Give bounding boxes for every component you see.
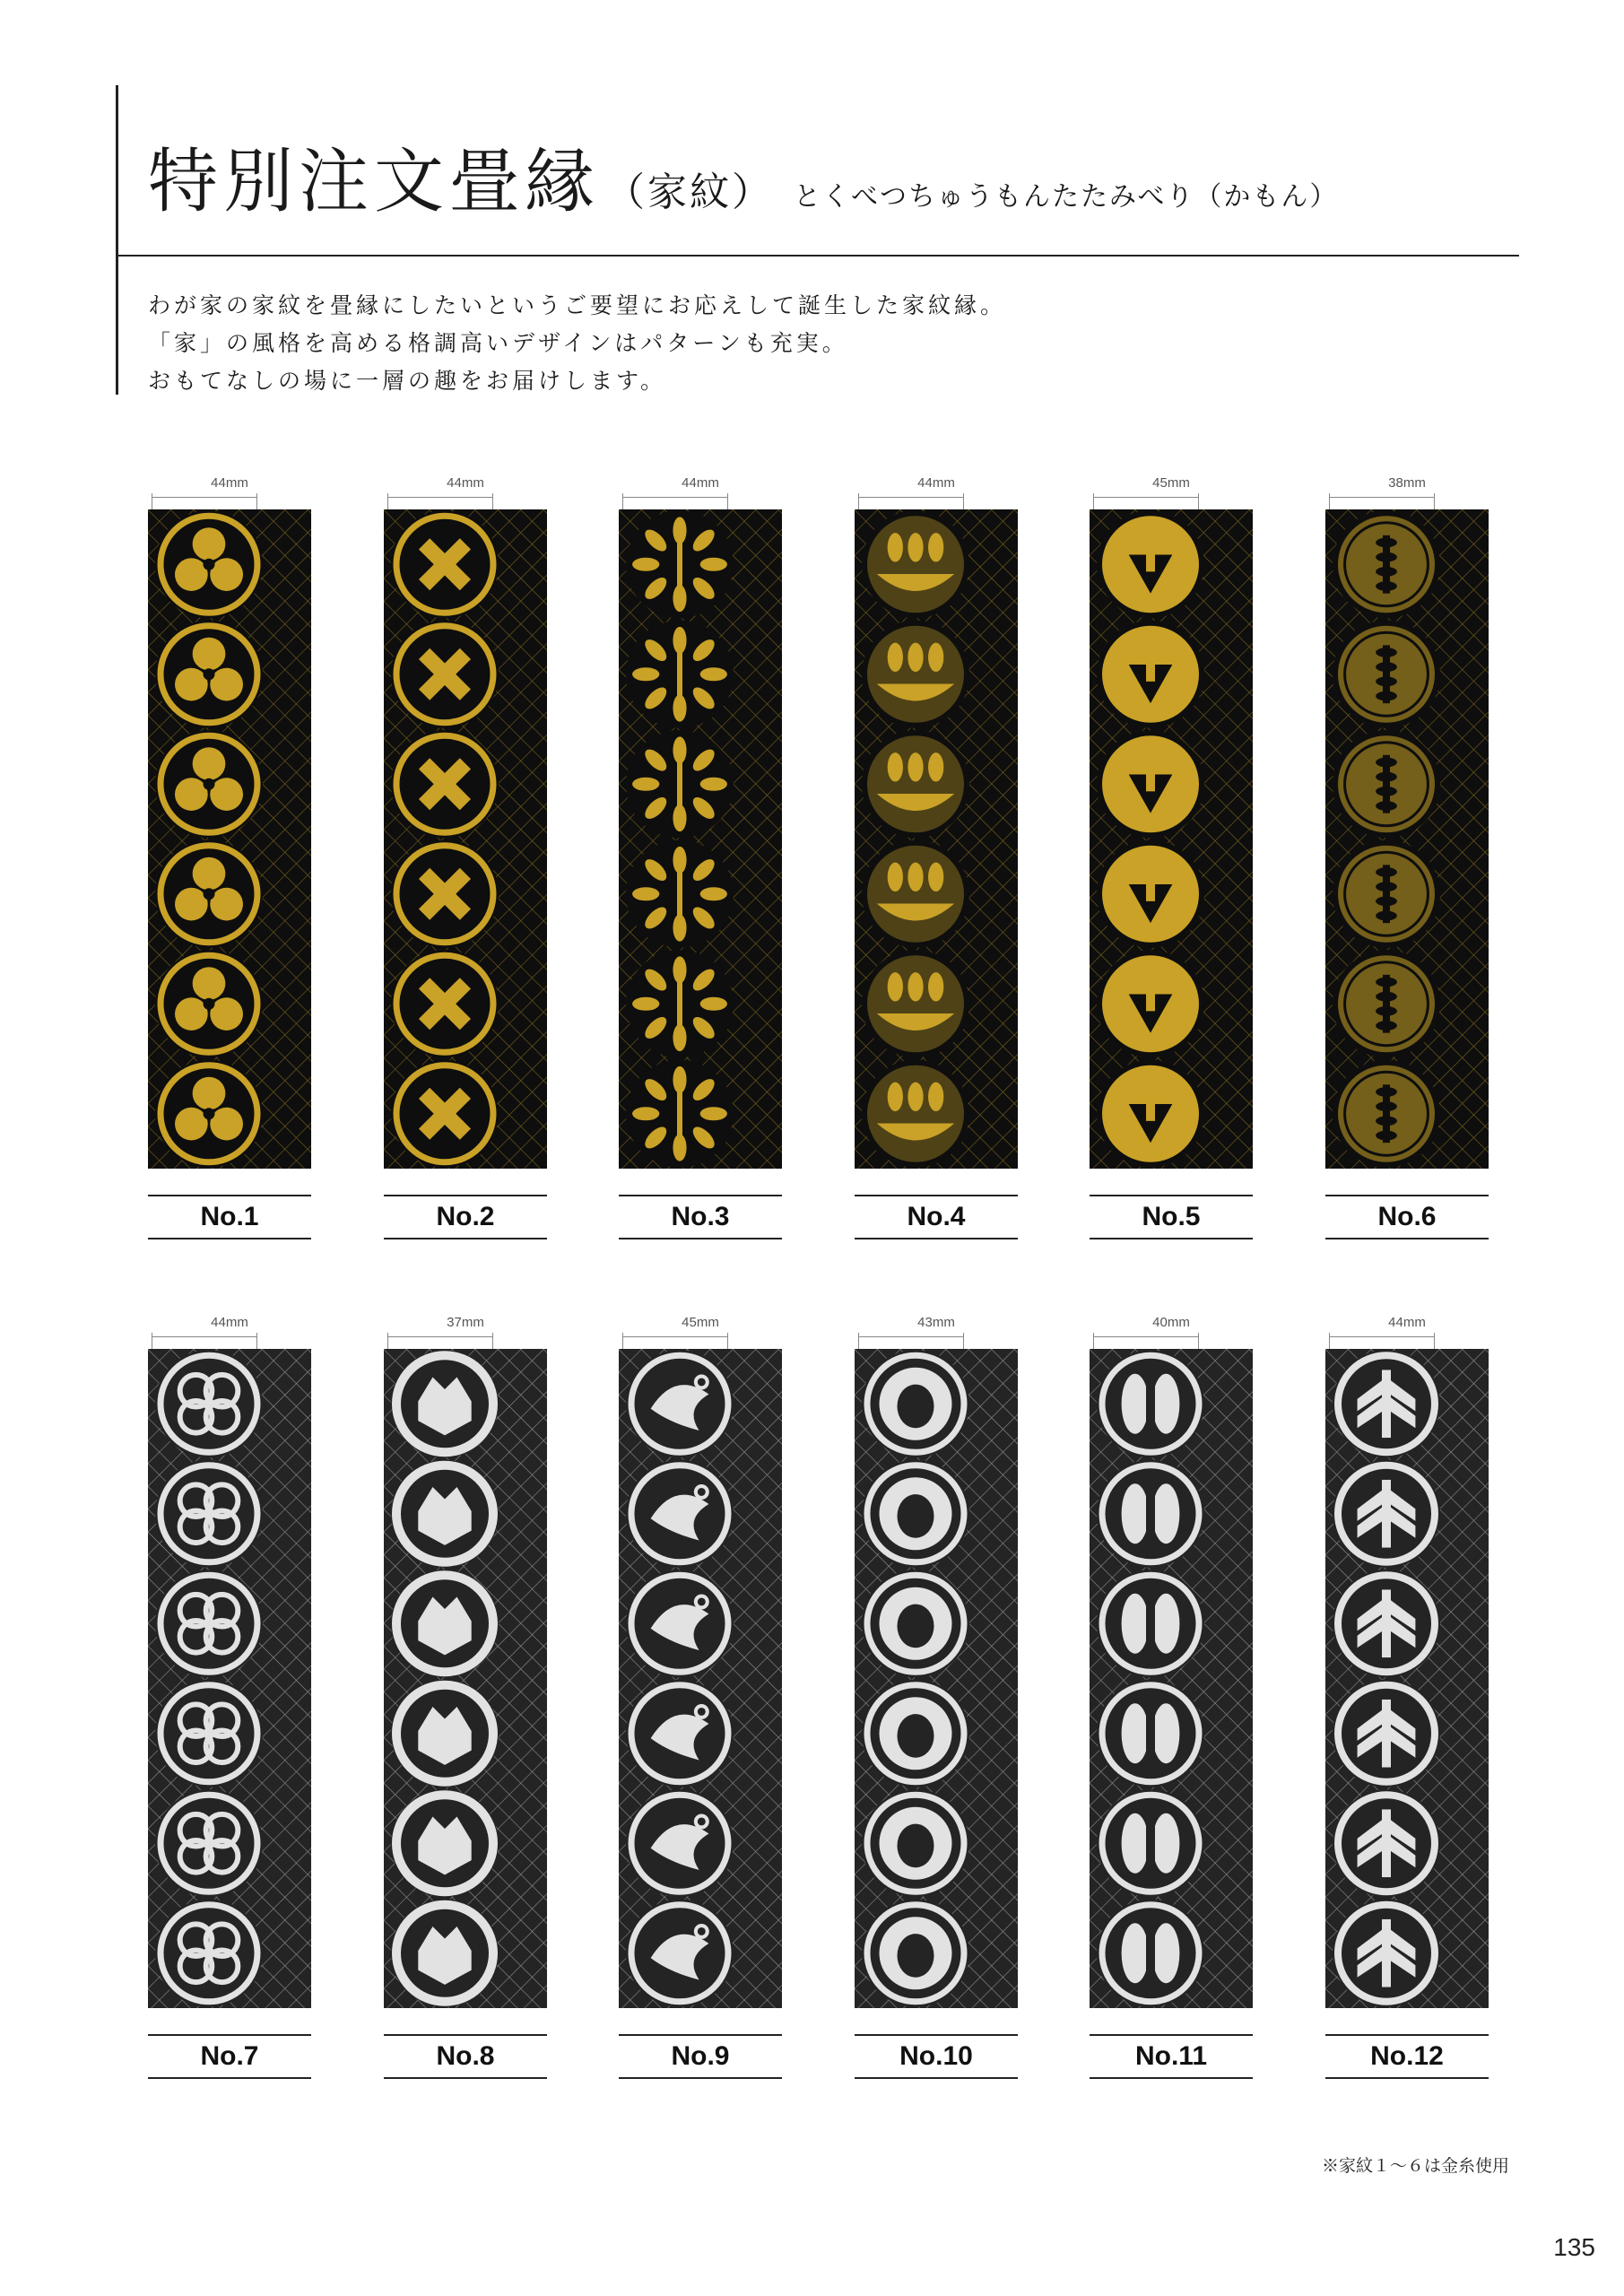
crest-motif xyxy=(862,840,969,948)
crest-motif xyxy=(626,950,734,1057)
width-label: 44mm xyxy=(211,475,248,491)
item-number-label xyxy=(855,1195,1018,1239)
width-dimension xyxy=(619,1317,782,1342)
item-number: No.11 xyxy=(1134,2041,1208,2071)
crest-motif xyxy=(155,1789,263,1897)
crest-motif xyxy=(1097,1570,1204,1677)
maru-ni-tsuru-border-swatch xyxy=(619,1349,782,2008)
crest-motif xyxy=(1333,621,1440,728)
width-dimension xyxy=(148,1317,311,1342)
width-dimension xyxy=(384,1317,547,1342)
item-number-label xyxy=(1090,1195,1253,1239)
maru-ni-katabami-border-swatch xyxy=(148,1349,311,2008)
crest-motif xyxy=(626,730,734,838)
item-number-label xyxy=(1325,1195,1489,1239)
crest-motif xyxy=(862,1350,969,1457)
item-number-label xyxy=(1325,2034,1489,2079)
crest-motif xyxy=(391,1570,499,1677)
katabami-border-swatch xyxy=(1090,509,1253,1169)
crest-motif xyxy=(1097,1350,1204,1457)
maru-ni-kiri-border-swatch xyxy=(855,509,1018,1169)
title-paren: （家紋） xyxy=(605,170,775,215)
crest-motif xyxy=(1097,1680,1204,1787)
item-number-label xyxy=(148,2034,311,2079)
crest-motif xyxy=(626,1060,734,1168)
item-number: No.5 xyxy=(1142,1202,1201,1231)
dimension-bar xyxy=(387,497,493,498)
crest-motif xyxy=(155,1570,263,1677)
maru-ni-yama-border-swatch xyxy=(384,1349,547,2008)
item-number: No.10 xyxy=(899,2041,973,2071)
item-number-label xyxy=(384,1195,547,1239)
width-dimension xyxy=(1325,477,1489,502)
crest-motif xyxy=(1333,1570,1440,1677)
width-dimension xyxy=(384,477,547,502)
item-number: No.4 xyxy=(907,1202,966,1231)
crest-motif xyxy=(1097,840,1204,948)
width-dimension xyxy=(1325,1317,1489,1342)
crest-motif xyxy=(155,730,263,838)
crest-motif xyxy=(391,1350,499,1457)
width-label: 37mm xyxy=(447,1315,484,1330)
crest-motif xyxy=(626,510,734,618)
item-number: No.12 xyxy=(1370,2041,1444,2071)
dimension-bar xyxy=(1093,1336,1199,1337)
crest-motif xyxy=(1333,1789,1440,1897)
crest-motif xyxy=(391,950,499,1057)
dimension-bar xyxy=(1329,1336,1435,1337)
dimension-bar xyxy=(622,1336,728,1337)
dimension-bar xyxy=(1329,497,1435,498)
crest-motif xyxy=(626,1570,734,1677)
width-label: 45mm xyxy=(1152,475,1190,491)
width-label: 40mm xyxy=(1152,1315,1190,1330)
dimension-bar xyxy=(858,497,964,498)
crest-motif xyxy=(1333,840,1440,948)
crest-motif xyxy=(391,621,499,728)
width-dimension xyxy=(855,477,1018,502)
crest-motif xyxy=(626,840,734,948)
item-number: No.7 xyxy=(200,2041,259,2071)
crest-motif xyxy=(155,950,263,1057)
crest-motif xyxy=(1333,1350,1440,1457)
header-horizontal-rule xyxy=(116,255,1519,257)
crest-motif xyxy=(1097,950,1204,1057)
mitsuba-aoi-border-swatch xyxy=(148,509,311,1169)
maru-ni-sagari-fuji-border-swatch xyxy=(1325,509,1489,1169)
width-label: 44mm xyxy=(917,475,955,491)
crest-motif xyxy=(1333,1900,1440,2007)
crest-motif xyxy=(1097,1460,1204,1568)
crest-motif xyxy=(391,1060,499,1168)
item-number-label xyxy=(148,1195,311,1239)
width-dimension xyxy=(1090,477,1253,502)
crest-motif xyxy=(391,730,499,838)
intro-line: わが家の家紋を畳縁にしたいというご要望にお応えして誕生した家紋縁。 xyxy=(148,292,1007,318)
daki-kakuzuchi-border-swatch xyxy=(384,509,547,1169)
crest-motif xyxy=(862,1060,969,1168)
header-vertical-rule xyxy=(116,85,118,395)
crest-motif xyxy=(391,1680,499,1787)
crest-motif xyxy=(1097,1060,1204,1168)
crest-motif xyxy=(391,1900,499,2007)
item-number-label xyxy=(1090,2034,1253,2079)
width-dimension xyxy=(855,1317,1018,1342)
dimension-bar xyxy=(152,1336,257,1337)
dimension-bar xyxy=(1093,497,1199,498)
width-dimension xyxy=(148,477,311,502)
maru-ni-yahazu-border-swatch xyxy=(1325,1349,1489,2008)
item-number: No.2 xyxy=(436,1202,495,1231)
crest-motif xyxy=(862,1460,969,1568)
crest-motif xyxy=(391,840,499,948)
footnote: ※家紋１～６は金糸使用 xyxy=(1321,2157,1509,2176)
crest-motif xyxy=(626,1350,734,1457)
crest-motif xyxy=(626,621,734,728)
crest-motif xyxy=(862,730,969,838)
crest-motif xyxy=(155,840,263,948)
dimension-bar xyxy=(387,1336,493,1337)
crest-motif xyxy=(1333,730,1440,838)
daki-myoga-border-swatch xyxy=(619,509,782,1169)
width-label: 38mm xyxy=(1388,475,1426,491)
crest-motif xyxy=(626,1789,734,1897)
width-label: 45mm xyxy=(682,1315,719,1330)
crest-motif xyxy=(862,1680,969,1787)
crest-motif xyxy=(155,1680,263,1787)
crest-motif xyxy=(1333,1460,1440,1568)
crest-motif xyxy=(626,1900,734,2007)
title-main: 特別注文畳縁 xyxy=(148,142,601,222)
width-label: 44mm xyxy=(682,475,719,491)
crest-motif xyxy=(155,621,263,728)
crest-motif xyxy=(155,1460,263,1568)
crest-motif xyxy=(1097,621,1204,728)
item-number: No.8 xyxy=(436,2041,495,2071)
crest-motif xyxy=(862,621,969,728)
item-number: No.9 xyxy=(671,2041,730,2071)
crest-motif xyxy=(1333,1680,1440,1787)
crest-motif xyxy=(391,1789,499,1897)
title-reading: とくべつちゅうもんたたみべり（かもん） xyxy=(794,181,1339,213)
intro-text xyxy=(148,287,1006,400)
crest-motif xyxy=(155,510,263,618)
crest-motif xyxy=(1097,1789,1204,1897)
crest-motif xyxy=(155,1350,263,1457)
crest-motif xyxy=(155,1900,263,2007)
dimension-bar xyxy=(858,1336,964,1337)
width-dimension xyxy=(1090,1317,1253,1342)
crest-motif xyxy=(155,1060,263,1168)
item-number: No.3 xyxy=(671,1202,730,1231)
crest-motif xyxy=(862,510,969,618)
crest-motif xyxy=(391,510,499,618)
item-number-label xyxy=(855,2034,1018,2079)
width-label: 44mm xyxy=(211,1315,248,1330)
crest-motif xyxy=(1333,1060,1440,1168)
crest-motif xyxy=(626,1680,734,1787)
crest-motif xyxy=(862,950,969,1057)
maru-ni-kikyo-border-swatch xyxy=(855,1349,1018,2008)
item-number-label xyxy=(384,2034,547,2079)
crest-motif xyxy=(391,1460,499,1568)
crest-motif xyxy=(862,1570,969,1677)
item-number: No.1 xyxy=(200,1202,259,1231)
page-number: 135 xyxy=(1553,2233,1595,2261)
dimension-bar xyxy=(152,497,257,498)
width-label: 44mm xyxy=(447,475,484,491)
crest-motif xyxy=(1097,730,1204,838)
intro-line: 「家」の風格を高める格調高いデザインはパターンも充実。 xyxy=(148,330,848,356)
dimension-bar xyxy=(622,497,728,498)
width-label: 43mm xyxy=(917,1315,955,1330)
crest-motif xyxy=(1333,510,1440,618)
crest-motif xyxy=(626,1460,734,1568)
crest-motif xyxy=(1097,1900,1204,2007)
item-number: No.6 xyxy=(1377,1202,1437,1231)
crest-motif xyxy=(1333,950,1440,1057)
width-label: 44mm xyxy=(1388,1315,1426,1330)
intro-line: おもてなしの場に一層の趣をお届けします。 xyxy=(148,368,667,394)
item-number-label xyxy=(619,1195,782,1239)
crest-motif xyxy=(862,1789,969,1897)
crest-motif xyxy=(862,1900,969,2007)
maru-ni-fuji-border-swatch xyxy=(1090,1349,1253,2008)
item-number-label xyxy=(619,2034,782,2079)
width-dimension xyxy=(619,477,782,502)
crest-motif xyxy=(1097,510,1204,618)
page-title xyxy=(148,126,1338,226)
